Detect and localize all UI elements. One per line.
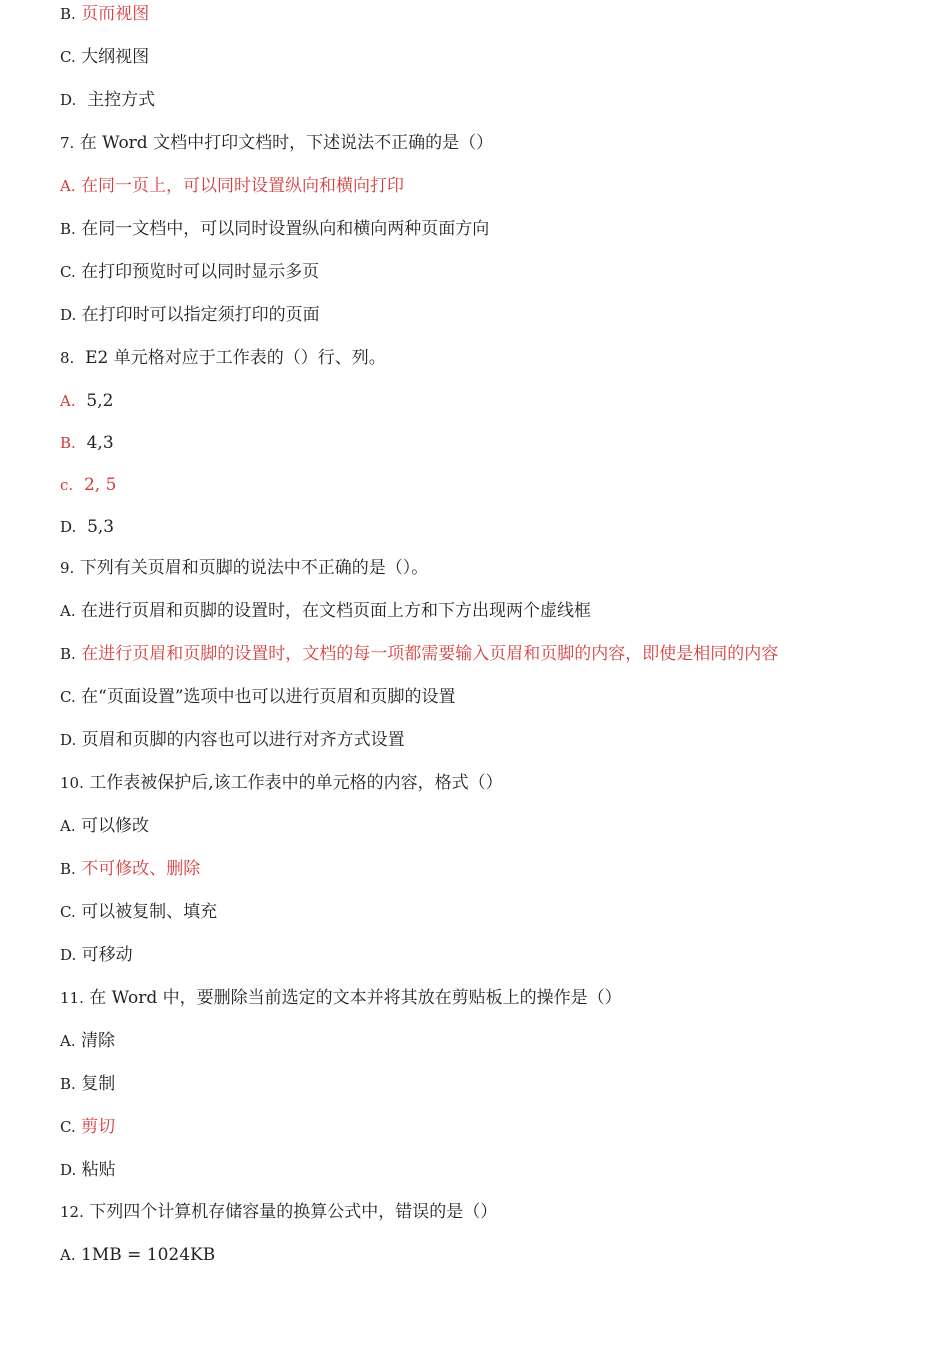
question-text: 下列四个计算机存储容量的换算公式中，错误的是（）	[83, 1202, 498, 1222]
option-label: D.	[60, 518, 77, 536]
question-10	[60, 772, 503, 794]
option-text: 在进行页眉和页脚的设置时，文档的每一项都需要输入页眉和页脚的内容，即使是相同的内容	[75, 644, 779, 664]
option-d-q8	[60, 516, 114, 538]
option-text: 1MB = 1024KB	[75, 1245, 216, 1265]
option-text: 在同一文档中，可以同时设置纵向和横向两种页面方向	[75, 219, 490, 239]
option-text: 在打印预览时可以同时显示多页	[75, 262, 320, 282]
option-b-q7	[60, 218, 489, 240]
option-label: A.	[60, 177, 76, 195]
question-number: 11.	[60, 989, 84, 1007]
option-label: C.	[60, 48, 76, 66]
question-text: E2 单元格对应于工作表的（）行、列。	[74, 348, 386, 368]
question-number: 10.	[60, 774, 84, 792]
option-a-q7	[60, 175, 404, 197]
question-8	[60, 347, 386, 369]
question-text: 在 Word 文档中打印文档时，下述说法不正确的是（）	[74, 133, 494, 153]
option-c-q11	[60, 1116, 115, 1138]
question-number: 12.	[60, 1203, 84, 1221]
option-d-q10	[60, 944, 133, 966]
option-text: 剪切	[75, 1117, 116, 1137]
option-text: 主控方式	[76, 90, 156, 110]
option-b-q9	[60, 643, 778, 665]
option-label: C.	[60, 688, 76, 706]
question-7	[60, 132, 493, 154]
option-text: 大纲视图	[75, 47, 150, 67]
question-number: 8.	[60, 349, 75, 367]
option-text: 清除	[75, 1031, 116, 1051]
option-text: 可以被复制、填充	[75, 902, 218, 922]
option-a-q10	[60, 815, 149, 837]
option-text: 5,2	[75, 391, 114, 411]
option-label: B.	[60, 1075, 76, 1093]
option-d-q11	[60, 1159, 116, 1181]
option-c-q6	[60, 46, 149, 68]
option-text: 可以修改	[75, 816, 150, 836]
option-label: A.	[60, 1246, 76, 1264]
question-text: 在 Word 中，要删除当前选定的文本并将其放在剪贴板上的操作是（）	[83, 988, 622, 1008]
option-a-q12	[60, 1244, 215, 1266]
option-text: 页眉和页脚的内容也可以进行对齐方式设置	[76, 730, 405, 750]
option-a-q8	[60, 390, 113, 412]
option-label: A.	[60, 1032, 76, 1050]
option-a-q11	[60, 1030, 115, 1052]
option-label: A.	[60, 602, 76, 620]
option-c-q9	[60, 686, 456, 708]
option-text: 页而视图	[75, 4, 150, 24]
option-label: D.	[60, 946, 77, 964]
option-label: C.	[60, 1118, 76, 1136]
option-label: B.	[60, 860, 76, 878]
option-text: 2, 5	[73, 475, 117, 495]
option-text: 复制	[75, 1074, 116, 1094]
option-label: A.	[60, 392, 76, 410]
question-number: 9.	[60, 559, 75, 577]
option-text: 粘贴	[76, 1160, 116, 1180]
question-9	[60, 557, 428, 579]
option-label: D.	[60, 731, 77, 749]
question-12	[60, 1201, 497, 1223]
option-d-q6	[60, 89, 155, 111]
option-label: D.	[60, 306, 77, 324]
option-c-q10	[60, 901, 217, 923]
option-c-q7	[60, 261, 319, 283]
option-label: C.	[60, 903, 76, 921]
option-a-q9	[60, 600, 591, 622]
option-text: 5,3	[76, 517, 115, 537]
option-text: 不可修改、删除	[75, 859, 201, 879]
option-c-q8	[60, 474, 116, 496]
option-text: 4,3	[75, 433, 114, 453]
option-text: 在“页面设置”选项中也可以进行页眉和页脚的设置	[75, 687, 456, 707]
option-d-q9	[60, 729, 405, 751]
question-11	[60, 987, 622, 1009]
option-label: C.	[60, 263, 76, 281]
option-label: c.	[60, 476, 74, 494]
option-label: B.	[60, 220, 76, 238]
option-text: 在进行页眉和页脚的设置时，在文档页面上方和下方出现两个虚线框	[75, 601, 592, 621]
option-b-q10	[60, 858, 200, 880]
option-text: 在同一页上，可以同时设置纵向和横向打印	[75, 176, 405, 196]
option-label: B.	[60, 645, 76, 663]
option-text: 在打印时可以指定须打印的页面	[76, 305, 320, 325]
option-label: D.	[60, 91, 77, 109]
option-text: 可移动	[76, 945, 133, 965]
question-number: 7.	[60, 134, 75, 152]
question-text: 工作表被保护后,该工作表中的单元格的内容，格式（）	[83, 773, 503, 793]
option-b-q6	[60, 3, 149, 25]
option-b-q11	[60, 1073, 115, 1095]
option-label: D.	[60, 1161, 77, 1179]
question-text: 下列有关页眉和页脚的说法中不正确的是（）。	[74, 558, 429, 578]
option-label: B.	[60, 5, 76, 23]
option-label: A.	[60, 817, 76, 835]
option-b-q8	[60, 432, 114, 454]
option-label: B.	[60, 434, 76, 452]
option-d-q7	[60, 304, 320, 326]
